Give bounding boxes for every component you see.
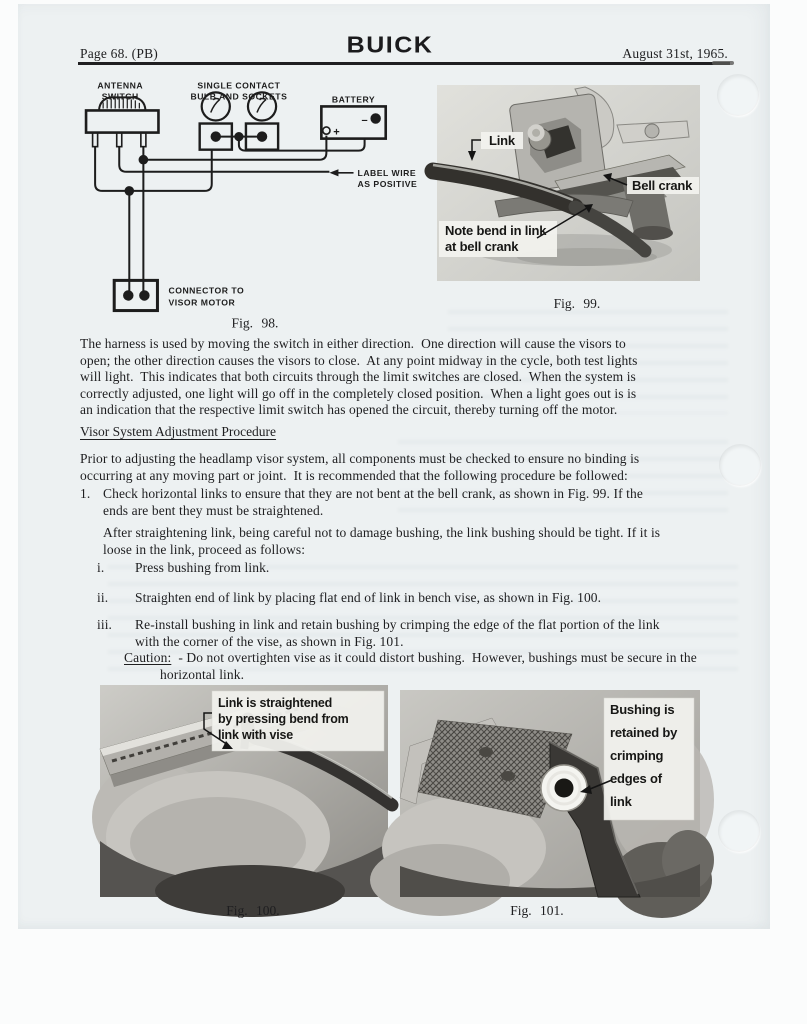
punch-hole: [720, 445, 760, 485]
sub-item-iii-marker: iii.: [97, 617, 113, 632]
text-line: Re-install bushing in link and retain bushing by crimping the edge of the flat portion of the link: [135, 617, 660, 632]
punch-hole: [719, 811, 759, 851]
text-line: Check horizontal links to ensure that they are not bent at the bell crank, as shown in Fig. 99. If the: [103, 486, 643, 501]
paragraph-harness: [80, 336, 638, 419]
bulb-sockets-label: SINGLE CONTACT: [197, 80, 281, 91]
note-bend-label: Note bend in link: [445, 223, 547, 238]
label-wire-label: AS POSITIVE: [357, 178, 418, 189]
list-item-1: [103, 486, 643, 519]
text-line: ends are bent they must be straightened.: [103, 502, 324, 518]
fig101-label: link: [610, 794, 632, 809]
link-label: Link: [489, 133, 515, 148]
fig101-label: Bushing is: [610, 702, 675, 717]
text-line: an indication that the respective limit switch has opened the circuit, thereby turning off the motor.: [80, 402, 618, 418]
text-line: will light. This indicates that both circuits through the limit switches are closed. When the system is: [80, 369, 636, 385]
fig100-photo: [100, 685, 388, 897]
date-label: August 31st, 1965.: [622, 46, 728, 61]
antenna-switch-label: SWITCH: [101, 91, 139, 102]
header-rule: [78, 62, 730, 65]
junction-dot: [235, 133, 242, 140]
connector-label: CONNECTOR TO: [168, 285, 245, 296]
junction-dot: [125, 187, 133, 195]
label-wire-label: LABEL WIRE: [357, 167, 417, 178]
note-bend-label: at bell crank: [445, 239, 519, 254]
text-line: with the corner of the vise, as shown in Fig. 101.: [135, 633, 404, 649]
text-line: [124, 650, 697, 667]
fig101-caption: Fig. 101.: [510, 903, 564, 918]
connector-symbol: [114, 280, 157, 310]
list-item-1-number: 1.: [80, 486, 91, 501]
section-heading: Visor System Adjustment Procedure: [80, 424, 277, 439]
fig101-label: crimping: [610, 748, 664, 763]
paragraph-prior: [80, 451, 639, 484]
fig100-label: link with vise: [218, 728, 294, 742]
junction-dot: [140, 156, 148, 164]
antenna-switch-symbol: [86, 97, 158, 146]
label-wire-arrow: [329, 169, 353, 176]
battery-label: BATTERY: [331, 94, 376, 105]
fig101-label: retained by: [610, 725, 678, 740]
sub-item-iii: [135, 617, 660, 650]
fig98-wiring-diagram: [76, 78, 438, 340]
fig98-caption: Fig. 98.: [231, 315, 279, 331]
fig100-label: Link is straightened: [218, 696, 333, 710]
scan-artifact: [712, 61, 734, 65]
caution-text: - Do not overtighten vise as it could distort bushing. However, bushings must be secure in the: [178, 650, 697, 665]
sub-item-ii: Straighten end of link by placing flat end of link in bench vise, as shown in Fig. 100.: [135, 590, 602, 605]
fig100-label: by pressing bend from: [218, 712, 349, 726]
text-line: After straightening link, being careful not to damage bushing, the link bushing should be tight. If it is: [103, 525, 661, 540]
scanned-page: [18, 4, 770, 929]
page-number: Page 68. (PB): [80, 46, 158, 61]
battery-symbol: [321, 106, 385, 138]
fig100-callout: [204, 691, 384, 751]
fig101-photo: [400, 690, 700, 897]
text-line: The harness is used by moving the switch in either direction. One direction will cause the visors to: [80, 336, 626, 351]
caution-note-line2: horizontal link.: [160, 667, 245, 682]
connector-label: VISOR MOTOR: [168, 297, 236, 308]
sub-item-i-marker: i.: [97, 560, 105, 575]
text-line: occurring at any moving part or joint. It is recommended that the following procedure be followed:: [80, 467, 628, 483]
battery-plus: +: [333, 126, 340, 139]
paragraph-after-straightening: [103, 525, 660, 558]
fig99-caption: Fig. 99.: [553, 296, 601, 311]
buick-logo: BUICK: [346, 32, 434, 58]
caution-note: [124, 650, 697, 667]
fig100-caption: Fig. 100.: [226, 903, 280, 918]
antenna-switch-label: ANTENNA: [97, 80, 144, 91]
wires: [95, 133, 364, 291]
text-line: open; the other direction causes the visors to close. At any point midway in the cycle, both test lights: [80, 352, 638, 368]
sub-item-ii-marker: ii.: [97, 590, 109, 605]
battery-minus: –: [361, 114, 368, 127]
bulb-sockets-label: BULB AND SOCKETS: [190, 91, 288, 102]
text-line: loose in the link, proceed as follows:: [103, 541, 306, 557]
sub-item-i: Press bushing from link.: [135, 560, 270, 575]
bell-crank-label: Bell crank: [632, 178, 693, 193]
caution-label: Caution:: [124, 650, 172, 665]
text-line: correctly adjusted, one light will go off in the completely closed position. When a light goes out is is: [80, 385, 637, 401]
fig99-photo: [437, 85, 700, 281]
fig101-label: edges of: [610, 771, 662, 786]
text-line: Prior to adjusting the headlamp visor system, all components must be checked to ensure no binding is: [80, 451, 640, 466]
punch-hole: [718, 75, 758, 115]
